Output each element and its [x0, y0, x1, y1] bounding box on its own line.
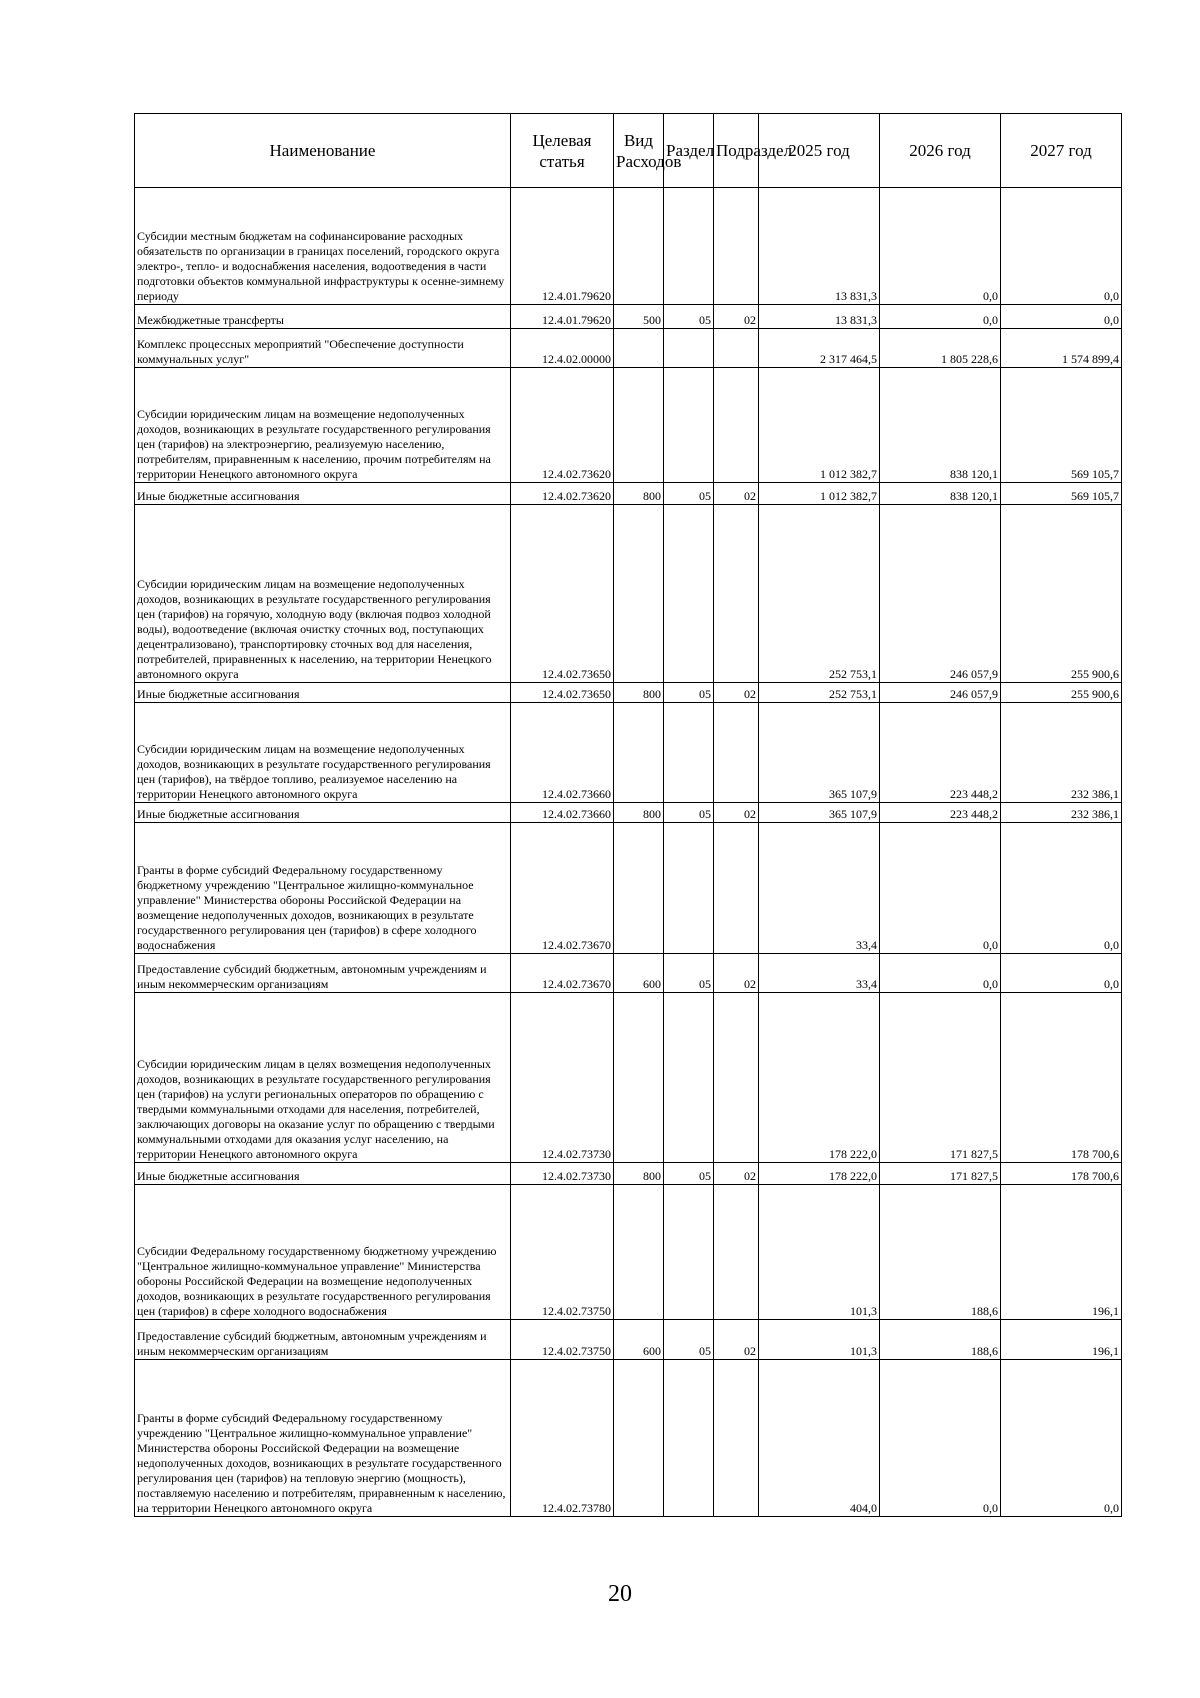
- row-value-2027: 196,1: [1001, 1320, 1122, 1360]
- row-subsection: 02: [714, 1163, 759, 1185]
- table-row: [135, 505, 1122, 683]
- row-expense-type: 800: [614, 1163, 664, 1185]
- header-name: Наименование: [135, 114, 511, 188]
- row-target-article: 12.4.02.73660: [511, 803, 614, 823]
- row-expense-type: 600: [614, 954, 664, 993]
- row-target-article: 12.4.02.73670: [511, 954, 614, 993]
- row-section: 05: [664, 954, 714, 993]
- table-header-row: [135, 114, 1122, 188]
- row-expense-type: [614, 703, 664, 803]
- header-2027: 2027 год: [1001, 114, 1122, 188]
- row-subsection: 02: [714, 305, 759, 329]
- row-expense-type: 800: [614, 803, 664, 823]
- row-value-2027: 255 900,6: [1001, 505, 1122, 683]
- row-section: 05: [664, 483, 714, 505]
- row-expense-type: [614, 329, 664, 368]
- row-target-article: 12.4.02.73650: [511, 505, 614, 683]
- row-expense-type: 500: [614, 305, 664, 329]
- row-value-2026: 223 448,2: [880, 703, 1001, 803]
- table-row: [135, 188, 1122, 305]
- row-value-2026: 0,0: [880, 305, 1001, 329]
- row-subsection: [714, 329, 759, 368]
- row-section: 05: [664, 1163, 714, 1185]
- row-value-2025: 13 831,3: [759, 188, 880, 305]
- row-value-2026: 0,0: [880, 188, 1001, 305]
- table-row: [135, 993, 1122, 1163]
- row-value-2027: 0,0: [1001, 1360, 1122, 1517]
- row-value-2027: 178 700,6: [1001, 1163, 1122, 1185]
- table-row: [135, 703, 1122, 803]
- row-name: Комплекс процессных мероприятий "Обеспечение доступности коммунальных услуг": [135, 329, 511, 368]
- row-value-2025: 404,0: [759, 1360, 880, 1517]
- row-name: Межбюджетные трансферты: [135, 305, 511, 329]
- row-section: 05: [664, 803, 714, 823]
- row-value-2026: 0,0: [880, 954, 1001, 993]
- header-2026: 2026 год: [880, 114, 1001, 188]
- row-target-article: 12.4.02.73730: [511, 993, 614, 1163]
- table-row: [135, 1360, 1122, 1517]
- row-value-2027: 1 574 899,4: [1001, 329, 1122, 368]
- table-row: [135, 368, 1122, 483]
- row-value-2027: 232 386,1: [1001, 703, 1122, 803]
- row-target-article: 12.4.02.73650: [511, 683, 614, 703]
- row-value-2027: 255 900,6: [1001, 683, 1122, 703]
- row-value-2027: 569 105,7: [1001, 483, 1122, 505]
- row-value-2025: 1 012 382,7: [759, 483, 880, 505]
- row-target-article: 12.4.02.73620: [511, 483, 614, 505]
- row-subsection: [714, 1185, 759, 1320]
- table-row: [135, 954, 1122, 993]
- row-subsection: [714, 703, 759, 803]
- row-value-2025: 101,3: [759, 1320, 880, 1360]
- row-target-article: 12.4.02.73620: [511, 368, 614, 483]
- row-value-2025: 101,3: [759, 1185, 880, 1320]
- header-subsection: Подраздел: [714, 114, 759, 188]
- row-value-2025: 365 107,9: [759, 803, 880, 823]
- row-target-article: 12.4.02.00000: [511, 329, 614, 368]
- row-target-article: 12.4.01.79620: [511, 305, 614, 329]
- row-expense-type: [614, 993, 664, 1163]
- row-value-2025: 2 317 464,5: [759, 329, 880, 368]
- row-value-2025: 13 831,3: [759, 305, 880, 329]
- row-expense-type: [614, 188, 664, 305]
- row-name: Субсидии юридическим лицам в целях возмещения недополученных доходов, возникающих в результате государственного регулирования цен (тарифов) на услуги региональных операторов по обращению с твердыми коммунальными отходами для населения, потребителей, заключающих договоры на оказание услуг по обращению с твердыми коммунальными отходами для оказания услуг населению, на территории Ненецкого автономного округа: [135, 993, 511, 1163]
- table-row: [135, 329, 1122, 368]
- row-value-2025: 178 222,0: [759, 1163, 880, 1185]
- header-section: Раздел: [664, 114, 714, 188]
- row-section: [664, 1185, 714, 1320]
- table-row: [135, 803, 1122, 823]
- row-value-2025: 1 012 382,7: [759, 368, 880, 483]
- budget-table: [134, 113, 1122, 1517]
- table-row: [135, 1185, 1122, 1320]
- row-value-2027: 0,0: [1001, 954, 1122, 993]
- row-value-2027: 178 700,6: [1001, 993, 1122, 1163]
- table-row: [135, 1320, 1122, 1360]
- row-value-2027: 0,0: [1001, 823, 1122, 954]
- row-expense-type: [614, 1185, 664, 1320]
- row-subsection: 02: [714, 803, 759, 823]
- row-section: 05: [664, 305, 714, 329]
- row-target-article: 12.4.02.73730: [511, 1163, 614, 1185]
- row-value-2026: 246 057,9: [880, 683, 1001, 703]
- row-value-2026: 171 827,5: [880, 993, 1001, 1163]
- row-value-2026: 0,0: [880, 1360, 1001, 1517]
- row-subsection: [714, 823, 759, 954]
- row-name: Субсидии юридическим лицам на возмещение недополученных доходов, возникающих в результате государственного регулирования цен (тарифов), на твёрдое топливо, реализуемое населению на территории Ненецкого автономного округа: [135, 703, 511, 803]
- row-target-article: 12.4.02.73660: [511, 703, 614, 803]
- row-section: [664, 823, 714, 954]
- row-value-2027: 196,1: [1001, 1185, 1122, 1320]
- row-name: Гранты в форме субсидий Федеральному государственному бюджетному учреждению "Центральное жилищно-коммунальное управление" Министерства обороны Российской Федерации на возмещение недополученных доходов, возникающих в результате государственного регулирования цен (тарифов) в сфере холодного водоснабжения: [135, 823, 511, 954]
- row-value-2025: 178 222,0: [759, 993, 880, 1163]
- table-row: [135, 1163, 1122, 1185]
- row-value-2026: 0,0: [880, 823, 1001, 954]
- row-value-2027: 569 105,7: [1001, 368, 1122, 483]
- header-target-article: Целевая статья: [511, 114, 614, 188]
- header-2025: 2025 год: [759, 114, 880, 188]
- row-value-2026: 223 448,2: [880, 803, 1001, 823]
- table-row: [135, 683, 1122, 703]
- row-section: [664, 1360, 714, 1517]
- row-subsection: [714, 188, 759, 305]
- row-value-2026: 838 120,1: [880, 483, 1001, 505]
- row-name: Субсидии местным бюджетам на софинансирование расходных обязательств по организации в границах поселений, городского округа электро-, тепло- и водоснабжения населения, водоотведения в части подготовки объектов коммунальной инфраструктуры к осенне-зимнему периоду: [135, 188, 511, 305]
- row-name: Иные бюджетные ассигнования: [135, 803, 511, 823]
- row-value-2026: 1 805 228,6: [880, 329, 1001, 368]
- row-section: 05: [664, 1320, 714, 1360]
- row-value-2026: 246 057,9: [880, 505, 1001, 683]
- row-section: [664, 188, 714, 305]
- table-row: [135, 823, 1122, 954]
- row-name: Иные бюджетные ассигнования: [135, 683, 511, 703]
- table-row: [135, 483, 1122, 505]
- row-expense-type: 600: [614, 1320, 664, 1360]
- row-section: [664, 368, 714, 483]
- row-value-2027: 232 386,1: [1001, 803, 1122, 823]
- row-expense-type: 800: [614, 683, 664, 703]
- row-expense-type: [614, 505, 664, 683]
- row-value-2026: 188,6: [880, 1185, 1001, 1320]
- page-number: 20: [608, 1581, 632, 1607]
- row-expense-type: [614, 1360, 664, 1517]
- row-target-article: 12.4.02.73780: [511, 1360, 614, 1517]
- row-subsection: [714, 505, 759, 683]
- row-expense-type: [614, 368, 664, 483]
- row-subsection: 02: [714, 683, 759, 703]
- row-expense-type: 800: [614, 483, 664, 505]
- row-section: [664, 329, 714, 368]
- row-target-article: 12.4.02.73670: [511, 823, 614, 954]
- row-name: Гранты в форме субсидий Федеральному государственному учреждению "Центральное жилищно-коммунальное управление" Министерства обороны Российской Федерации на возмещение недополученных доходов, возникающих в результате государственного регулирования цен (тарифов) на тепловую энергию (мощность), поставляемую населению и потребителям, приравненным к населению, на территории Ненецкого автономного округа: [135, 1360, 511, 1517]
- row-name: Предоставление субсидий бюджетным, автономным учреждениям и иным некоммерческим организациям: [135, 1320, 511, 1360]
- row-expense-type: [614, 823, 664, 954]
- row-section: [664, 505, 714, 683]
- row-name: Субсидии Федеральному государственному бюджетному учреждению "Центральное жилищно-коммунальное управление" Министерства обороны Российской Федерации на возмещение недополученных доходов, возникающих в результате государственного регулирования цен (тарифов) в сфере холодного водоснабжения: [135, 1185, 511, 1320]
- row-subsection: 02: [714, 483, 759, 505]
- row-section: [664, 703, 714, 803]
- header-expense-type: Вид Расходов: [614, 114, 664, 188]
- row-section: [664, 993, 714, 1163]
- row-subsection: [714, 1360, 759, 1517]
- row-name: Иные бюджетные ассигнования: [135, 1163, 511, 1185]
- row-value-2025: 365 107,9: [759, 703, 880, 803]
- row-value-2027: 0,0: [1001, 188, 1122, 305]
- row-value-2026: 188,6: [880, 1320, 1001, 1360]
- row-value-2025: 33,4: [759, 954, 880, 993]
- row-name: Иные бюджетные ассигнования: [135, 483, 511, 505]
- row-section: 05: [664, 683, 714, 703]
- row-value-2025: 252 753,1: [759, 505, 880, 683]
- row-target-article: 12.4.01.79620: [511, 188, 614, 305]
- row-value-2025: 252 753,1: [759, 683, 880, 703]
- row-value-2025: 33,4: [759, 823, 880, 954]
- row-target-article: 12.4.02.73750: [511, 1185, 614, 1320]
- table-row: [135, 305, 1122, 329]
- row-subsection: 02: [714, 954, 759, 993]
- row-value-2027: 0,0: [1001, 305, 1122, 329]
- row-name: Субсидии юридическим лицам на возмещение недополученных доходов, возникающих в результате государственного регулирования цен (тарифов) на электроэнергию, реализуемую населению, потребителям, приравненным к населению, прочим потребителям на территории Ненецкого автономного округа: [135, 368, 511, 483]
- row-subsection: [714, 368, 759, 483]
- row-value-2026: 171 827,5: [880, 1163, 1001, 1185]
- row-target-article: 12.4.02.73750: [511, 1320, 614, 1360]
- row-name: Предоставление субсидий бюджетным, автономным учреждениям и иным некоммерческим организациям: [135, 954, 511, 993]
- row-subsection: [714, 993, 759, 1163]
- row-subsection: 02: [714, 1320, 759, 1360]
- row-name: Субсидии юридическим лицам на возмещение недополученных доходов, возникающих в результате государственного регулирования цен (тарифов) на горячую, холодную воду (включая подвоз холодной воды), водоотведение (включая очистку сточных вод, поступающих децентрализовано), транспортировку сточных вод для населения, потребителей, приравненных к населению, на территории Ненецкого автономного округа: [135, 505, 511, 683]
- row-value-2026: 838 120,1: [880, 368, 1001, 483]
